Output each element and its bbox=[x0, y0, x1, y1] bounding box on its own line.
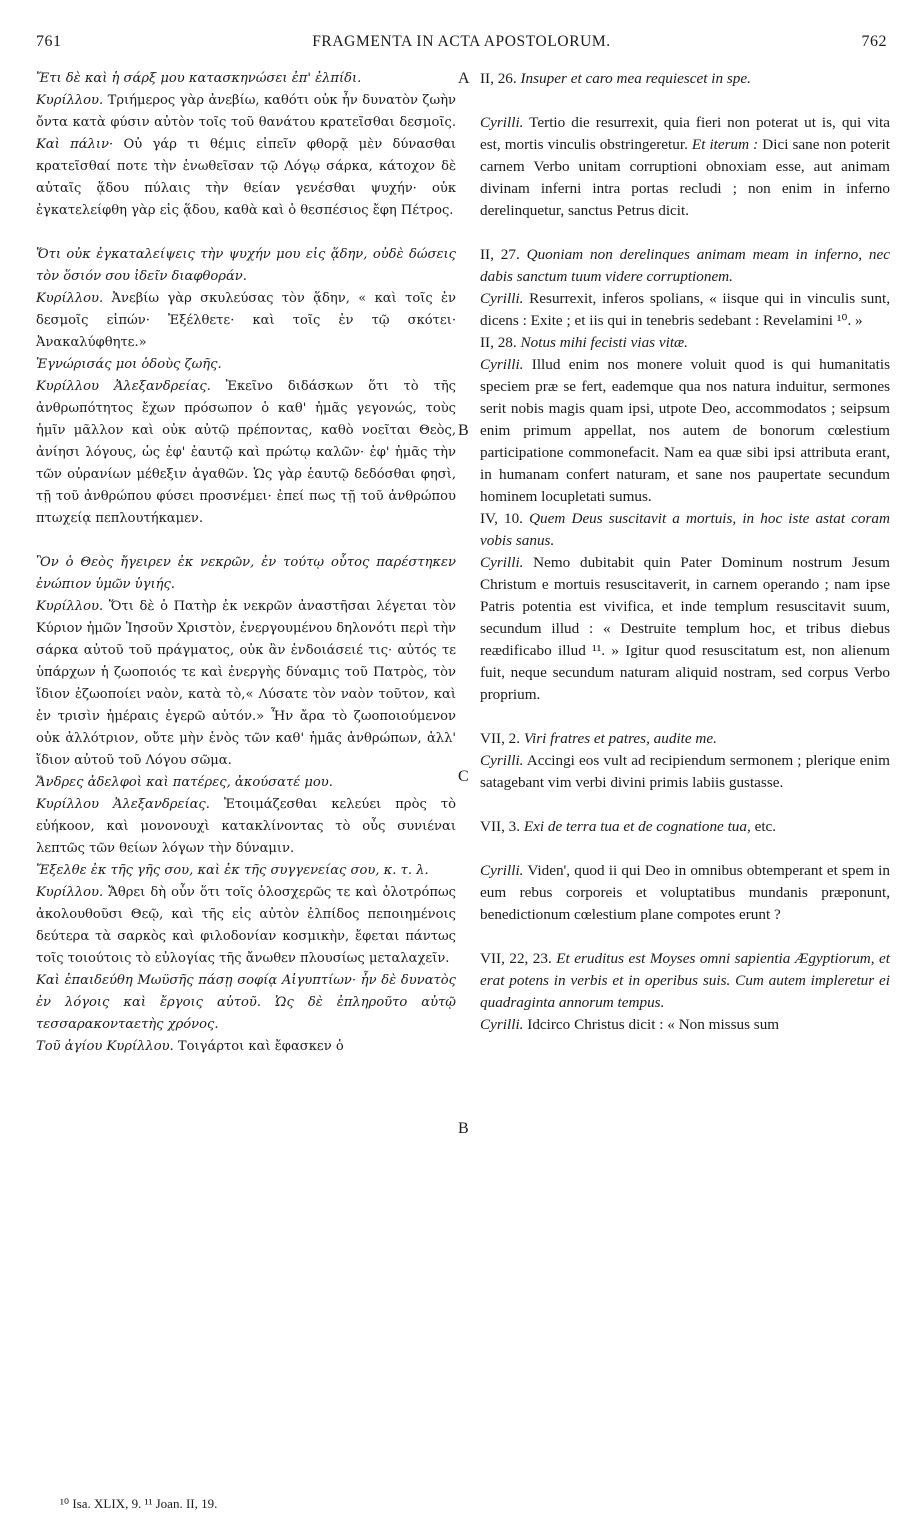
greek-block-7 bbox=[36, 860, 456, 970]
latin-text: Dici sane non poterit carnem Verbo unitam corruptioni obnoxiam esse, aut animam divinam inferni intra portas recludi ; non enim in inferno derelinquetur, sanctus Petrus dicit. bbox=[480, 136, 890, 219]
latin-lemma: Insuper et caro mea requiescet in spe. bbox=[516, 70, 751, 87]
latin-lemma-ref: II, 27. bbox=[480, 246, 520, 263]
latin-lemma-tail: etc. bbox=[750, 818, 777, 835]
latin-text: Viden', quod ii qui Deo in omnibus obtemperant et spem in eum rebus corporeis et voluptatibus mundanis præponunt, benedictionum cœlestium plane compotes erunt ? bbox=[480, 862, 890, 923]
footnote: ¹⁰ Isa. XLIX, 9. ¹¹ Joan. II, 19. bbox=[60, 1496, 218, 1511]
latin-lemma-ref: IV, 10. bbox=[480, 510, 523, 527]
greek-text: Τριήμερος γὰρ ἀνεβίω, καθότι οὐκ ἦν δυνατὸν ζωὴν ὄντα κατὰ φύσιν αὐτὸν τοῖς τοῦ θανάτου κρατεῖσθαι δεσμοῖς. bbox=[36, 93, 456, 130]
latin-author: Cyrilli. bbox=[480, 1016, 524, 1033]
latin-block-4 bbox=[480, 354, 890, 508]
running-title: FRAGMENTA IN ACTA APOSTOLORUM. bbox=[312, 33, 611, 50]
latin-block-5 bbox=[480, 508, 890, 706]
greek-author: Κυρίλλου. bbox=[36, 291, 104, 306]
greek-lemma: Ἄνδρες ἀδελφοὶ καὶ πατέρες, ἀκούσατέ μου. bbox=[36, 775, 333, 790]
page-header bbox=[0, 0, 923, 50]
greek-block-8 bbox=[36, 970, 456, 1058]
latin-author: Cyrilli. bbox=[480, 554, 524, 571]
greek-text: Ἄθρει δὴ οὖν ὅτι τοῖς ὁλοσχερῶς τε καὶ ὁλοτρόπως ἀκολουθοῦσι Θεῷ, καὶ τῆς εἰς αὐτὸν ἐλπίδος πεποιημένοις δεύτερα τὰ σαρκὸς καὶ φιλοδονίαν κοσμικὴν, ἔφεται πάντως τοῖς τοιούτοις τὸ εὐλογίας τῆς ἄνωθεν πλουσίως μεταλαχεῖν. bbox=[36, 885, 456, 966]
greek-text: Ἑτοιμάζεσθαι κελεύει πρὸς τὸ εὐήκοον, καὶ μονονουχὶ κατακλίνοντας τὸ οὖς συνιέναι λεπτῶς τῶν θείων λόγων τὴν δύναμιν. bbox=[36, 797, 456, 856]
latin-lemma: Notus mihi fecisti vias vitæ. bbox=[516, 334, 688, 351]
latin-author: Cyrilli. bbox=[480, 356, 524, 373]
greek-text: Ἀνεβίω γὰρ σκυλεύσας τὸν ᾅδην, « καὶ τοῖς ἐν δεσμοῖς εἰπών· Ἐξέλθετε· καὶ τοῖς ἐν τῷ σκότει· Ἀνακαλύφθητε.» bbox=[36, 291, 456, 350]
greek-block-4 bbox=[36, 376, 456, 530]
latin-lemma: Et eruditus est Moyses omni sapientia Ægyptiorum, et erat potens in verbis et in operibus suis. Cum autem impleretur ei quadraginta annorum tempus. bbox=[480, 950, 890, 1011]
page-number-left: 761 bbox=[36, 33, 62, 50]
latin-block-3 bbox=[480, 332, 890, 354]
latin-text: Resurrexit, inferos spolians, « iisque qui in vinculis sunt, dicens : Exite ; et iis qui in tenebris sedebant : Revelamini ¹⁰. » bbox=[480, 290, 890, 329]
margin-marker-b2: B bbox=[458, 1120, 469, 1137]
greek-block-6 bbox=[36, 772, 456, 860]
greek-block-3 bbox=[36, 354, 456, 376]
latin-lemma-ref: II, 28. bbox=[480, 334, 517, 351]
latin-lemma: Exi de terra tua et de cognatione tua, bbox=[520, 818, 751, 835]
greek-column bbox=[36, 68, 456, 1058]
greek-text: Ἐκεῖνο διδάσκων ὅτι τὸ τῆς ἀνθρωπότητος ἔχων πρόσωπον ὁ καθ' ἡμᾶς γεγονώς, τοὺς ἡμῖν μᾶλλον καὶ οὐκ αὐτῷ πρέποντας, καθὸ νοεῖται Θεὸς, ἀνίησι λόγους, ὡς ἐφ' ἑαυτῷ καὶ πρώτῳ καλῶν· ἐφ' ἡμᾶς τὴν τῶν οὐρανίων μέθεξιν ἀγαθῶν. Ὡς γὰρ ἑαυτῷ δεδόσθαι φησὶ, τῇ τοῦ ἀνθρώπου φύσει προσνέμει· ἐπεί πως τῇ τοῦ ἀνθρώπου πτωχείᾳ πεπλουτήκαμεν. bbox=[36, 379, 456, 526]
latin-block-2 bbox=[480, 244, 890, 332]
latin-author: Cyrilli. bbox=[480, 290, 524, 307]
greek-block-1 bbox=[36, 68, 456, 222]
greek-author: Κυρίλλου. bbox=[36, 93, 104, 108]
greek-text-italic: Καὶ πάλιν· bbox=[36, 137, 114, 152]
latin-text: Idcirco Christus dicit : « Non missus sum bbox=[523, 1016, 780, 1033]
greek-lemma: Ὃν ὁ Θεὸς ἤγειρεν ἐκ νεκρῶν, ἐν τούτῳ οὗτος παρέστηκεν ἐνώπιον ὑμῶν ὑγιής. bbox=[36, 555, 456, 592]
greek-block-5 bbox=[36, 552, 456, 772]
greek-text: Τοιγάρτοι καὶ ἔφασκεν ὁ bbox=[173, 1039, 344, 1054]
margin-marker-a: A bbox=[458, 70, 470, 87]
greek-lemma: Ἔξελθε ἐκ τῆς γῆς σου, καὶ ἐκ τῆς συγγενείας σου, κ. τ. λ. bbox=[36, 863, 429, 878]
greek-lemma: Ἔτι δὲ καὶ ἡ σάρξ μου κατασκηνώσει ἐπ' ἐλπίδι. bbox=[36, 71, 362, 86]
margin-marker-c: C bbox=[458, 768, 469, 785]
latin-text: Tertio die resurrexit, quia fieri non poterat ut is, qui vita est, mortis vinculis obstringeretur. bbox=[480, 114, 890, 153]
latin-block-8 bbox=[480, 948, 890, 1036]
latin-lemma-ref: II, 26. bbox=[480, 70, 517, 87]
greek-block-2 bbox=[36, 244, 456, 354]
latin-lemma: Quem Deus suscitavit a mortuis, in hoc iste astat coram vobis sanus. bbox=[480, 510, 890, 549]
greek-author: Κυρίλλου. bbox=[36, 885, 104, 900]
latin-column bbox=[480, 68, 890, 1036]
greek-lemma: Ὅτι οὐκ ἐγκαταλείψεις τὴν ψυχήν μου εἰς ᾅδην, οὐδὲ δώσεις τὸν ὅσιόν σου ἰδεῖν διαφθοράν. bbox=[36, 247, 456, 284]
greek-text: Ὅτι δὲ ὁ Πατὴρ ἐκ νεκρῶν ἀναστῆσαι λέγεται τὸν Κύριον ἡμῶν Ἰησοῦν Χριστὸν, ἐνεργουμένου δηλονότι περὶ τὴν σάρκα αὐτοῦ τοῦ πράγματος, οὐκ ἂν ἐνδοιάσειέ τις· αὐτός τε ὑπάρχων ἡ ζωοποιός τε καὶ ἐνεργὴς δύναμις τοῦ Πατρὸς, τὸν ἴδιον ἐζωοποίει ναὸν, κατὰ τὸ,« Λύσατε τὸν ναὸν τοῦτον, καὶ ἐν τρισὶν ἡμέραις ἐγερῶ αὐτόν.» Ἦν ἄρα τὸ ζωοποιούμενον οὐκ ἀλλότριον, οὔτε μὴν ἑνὸς τῶν καθ' ἡμᾶς ἀνθρώπων, ἀλλ' ἴδιον αὐτοῦ τοῦ Λόγου σῶμα. bbox=[36, 599, 456, 768]
latin-text: Nemo dubitabit quin Pater Dominum nostrum Jesum Christum e mortuis resuscitaverit, in carnem operando ; nam ipse Patris potentia est vivifica, et inde templum resuscitavit suum, secundum illud : « Destruite templum hoc, et tribus diebus reædificabo illud ¹¹. » Igitur quod resuscitatum est, non alienum fuit, neque secundum naturam aliquid nostram, sed corpus Verbo proprium. bbox=[480, 554, 890, 703]
latin-block-6 bbox=[480, 728, 890, 794]
greek-text: Οὐ γάρ τι θέμις εἰπεῖν φθορᾷ μὲν δύνασθαι κρατεῖσθαί ποτε τὴν ἑνωθεῖσαν τῷ Λόγῳ σάρκα, κάτοχον δὲ αὐταῖς ᾅδου πύλαις τὴν θείαν γενέσθαι ψυχήν· οὐκ ἐγκατελείφθη γὰρ εἰς ᾅδου, καθὰ καὶ ὁ θεσπέσιος ἔφη Πέτρος. bbox=[36, 137, 456, 218]
latin-author: Cyrilli. bbox=[480, 862, 524, 879]
greek-lemma: Καὶ ἐπαιδεύθη Μωϋσῆς πάσῃ σοφίᾳ Αἰγυπτίων· ἦν δὲ δυνατὸς ἐν λόγοις καὶ ἔργοις αὐτοῦ. Ὡς δὲ ἐπληροῦτο αὐτῷ τεσσαρακονταετὴς χρόνος. bbox=[36, 973, 456, 1032]
latin-text: Illud enim nos monere voluit quod is qui humanitatis speciem præ se fert, eademque qua nos natura induitur, sermones serit nobis magis quam ipsi, utpote Deo, accommodatos ; seipsum enim primum appellat, nos autem de bonorum cœlestium participatione commonefacit. Nam ea quæ sibi ipsi attributa erant, in humanam confert naturam, et sane nos paupertate secundum hominem locupletati sumus. bbox=[480, 356, 890, 505]
latin-text: Accingi eos vult ad recipiendum sermonem ; plerique enim satagebant vim verbi divini primis labiis gustasse. bbox=[480, 752, 890, 791]
greek-author: Κυρίλλου. bbox=[36, 599, 104, 614]
latin-lemma-ref: VII, 22, 23. bbox=[480, 950, 552, 967]
latin-lemma-ref: VII, 3. bbox=[480, 818, 521, 835]
latin-text-italic: Et iterum : bbox=[691, 136, 759, 153]
margin-marker-b: B bbox=[458, 422, 469, 439]
latin-lemma: Quoniam non derelinques animam meam in inferno, nec dabis sanctum tuum videre corruptionem. bbox=[480, 246, 890, 285]
latin-author: Cyrilli. bbox=[480, 752, 524, 769]
greek-author: Κυρίλλου Ἀλεξανδρείας. bbox=[36, 797, 210, 812]
greek-author: Κυρίλλου Ἀλεξανδρείας. bbox=[36, 379, 211, 394]
latin-block-7 bbox=[480, 816, 890, 926]
page-number-right: 762 bbox=[861, 33, 887, 50]
greek-author: Τοῦ ἁγίου Κυρίλλου. bbox=[36, 1039, 174, 1054]
latin-author: Cyrilli. bbox=[480, 114, 524, 131]
latin-lemma-ref: VII, 2. bbox=[480, 730, 521, 747]
greek-lemma: Ἐγνώρισάς μοι ὁδοὺς ζωῆς. bbox=[36, 357, 222, 372]
latin-block-1 bbox=[480, 68, 890, 222]
latin-lemma: Viri fratres et patres, audite me. bbox=[520, 730, 717, 747]
